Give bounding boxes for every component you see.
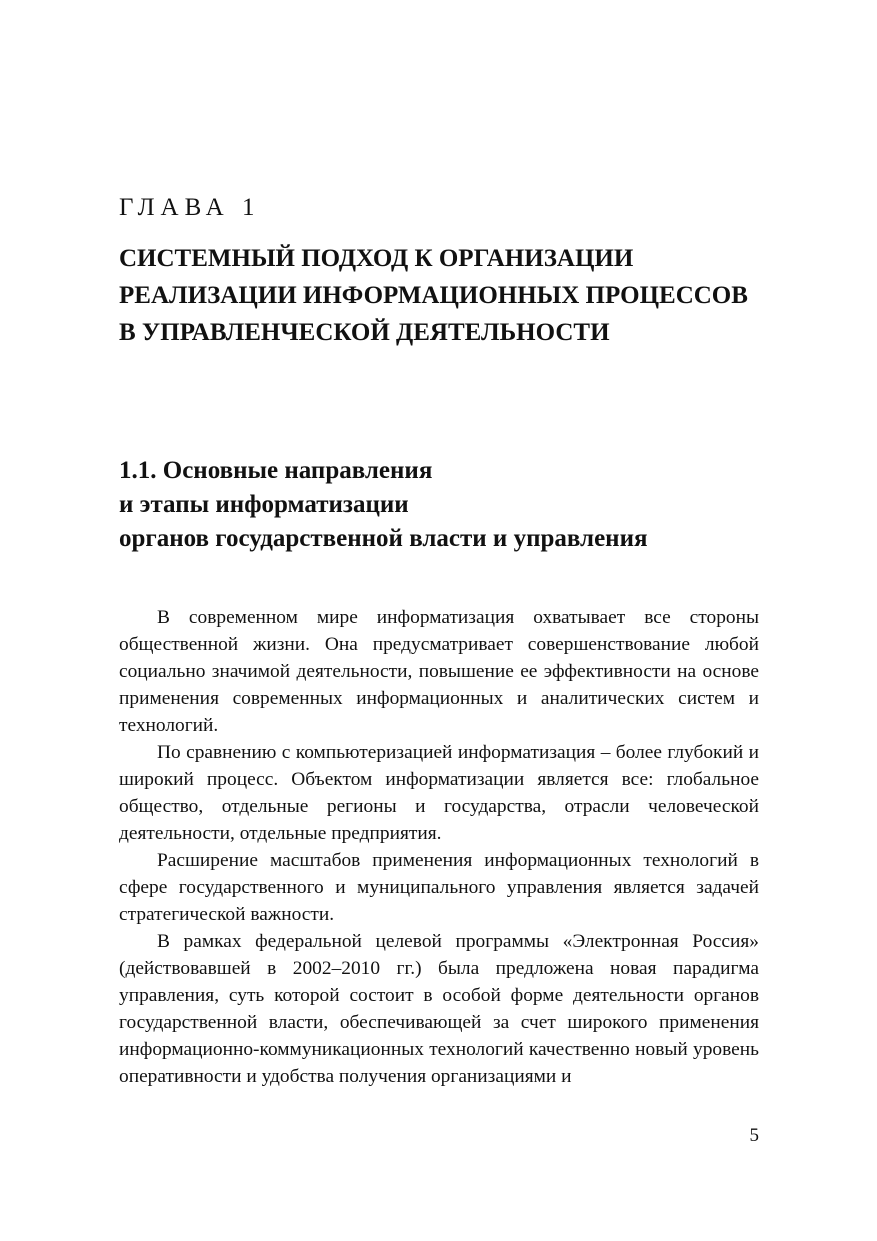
section-title-line: 1.1. Основные направления [119,457,433,484]
section-title-line: и этапы информатизации [119,491,409,518]
chapter-title-line: РЕАЛИЗАЦИИ ИНФОРМАЦИОННЫХ ПРОЦЕССОВ [119,282,748,309]
chapter-label: ГЛАВА 1 [119,194,261,221]
section-title [119,454,759,556]
paragraph: Расширение масштабов применения информационных технологий в сфере государственного и муниципального управления является задачей стратегической важности. [119,850,759,925]
section-title-line: органов государственной власти и управления [119,525,648,552]
chapter-title-line: СИСТЕМНЫЙ ПОДХОД К ОРГАНИЗАЦИИ [119,245,634,272]
chapter-title-line: В УПРАВЛЕНЧЕСКОЙ ДЕЯТЕЛЬНОСТИ [119,319,610,346]
page-number: 5 [749,1125,759,1146]
book-page [119,0,759,1241]
paragraph: По сравнению с компьютеризацией информатизация – более глубокий и широкий процесс. Объектом информатизации является все: глобальное общество, отдельные регионы и государства, отрасли человеческой деятельности, отдельные предприятия. [119,742,759,844]
paragraph: В рамках федеральной целевой программы «Электронная Россия» (действовавшей в 2002–2010 гг.) была предложена новая парадигма управления, суть которой состоит в особой форме деятельности органов государственной власти, обеспечивающей за счет широкого применения информационно-коммуникационных технологий качественно новый уровень оперативности и удобства получения организациями и [119,931,759,1087]
paragraph: В современном мире информатизация охватывает все стороны общественной жизни. Она предусматривает совершенствование любой социально значимой деятельности, повышение ее эффективности на основе применения современных информационных и аналитических систем и технологий. [119,607,759,736]
body-text [119,604,759,1090]
chapter-title [119,240,779,351]
